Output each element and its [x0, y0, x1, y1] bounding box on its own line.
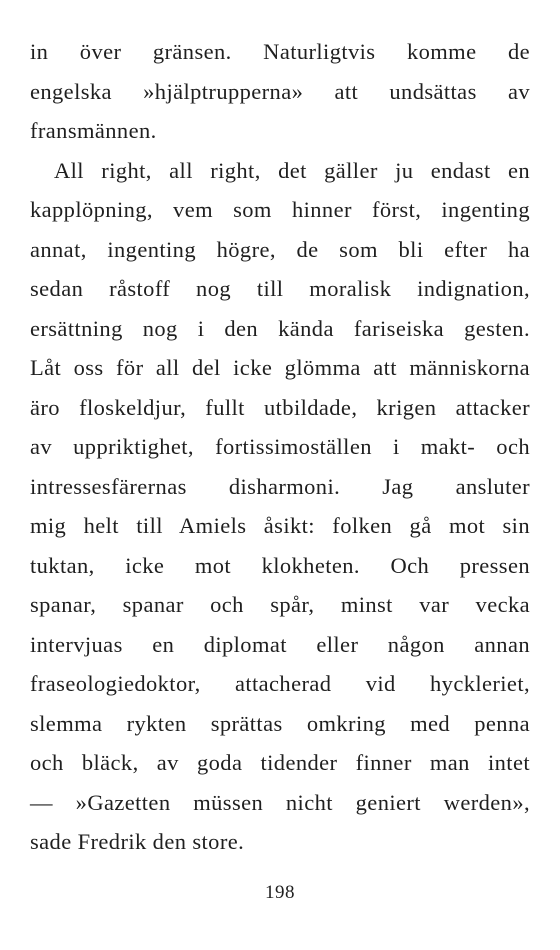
text-line: spanar, spanar och spår, minst var vecka	[30, 592, 530, 617]
text-line: — »Gazetten müssen nicht geniert werden»,	[30, 789, 530, 815]
text-line: engelska »hjälptrupperna» att undsättas av	[30, 78, 530, 104]
text-line: kapplöpning, vem som hinner först, ingenting	[30, 197, 530, 222]
page-number: 198	[265, 882, 295, 903]
paragraph-2	[30, 151, 530, 862]
text-line: slemma rykten sprättas omkring med penna	[30, 710, 530, 736]
text-line: tuktan, icke mot klokheten. Och pressen	[30, 552, 530, 578]
paragraph-1	[30, 32, 530, 151]
text-line: intressesfärernas disharmoni. Jag ansluter	[30, 473, 530, 499]
text-line: Låt oss för all del icke glömma att människorna	[30, 355, 530, 380]
text-line: annat, ingenting högre, de som bli efter ha	[30, 236, 530, 262]
text-line: sade Fredrik den store.	[30, 829, 245, 854]
text-line: äro floskeldjur, fullt utbildade, krigen attacker	[30, 394, 530, 420]
text-line: ersättning nog i den kända fariseiska gesten.	[30, 315, 530, 341]
text-line: fransmännen.	[30, 118, 157, 143]
text-line: och bläck, av goda tidender finner man intet	[30, 750, 530, 775]
text-line: intervjuas en diplomat eller någon annan	[30, 631, 530, 657]
text-line: sedan råstoff nog till moralisk indignation,	[30, 276, 530, 301]
text-line: av uppriktighet, fortissimoställen i makt- och	[30, 434, 530, 459]
text-line: mig helt till Amiels åsikt: folken gå mot sin	[30, 513, 530, 538]
text-line: All right, all right, det gäller ju endast en	[54, 157, 530, 183]
text-line: in över gränsen. Naturligtvis komme de	[30, 39, 530, 64]
text-line: fraseologiedoktor, attacherad vid hyckleriet,	[30, 671, 530, 696]
page-text	[30, 32, 530, 862]
